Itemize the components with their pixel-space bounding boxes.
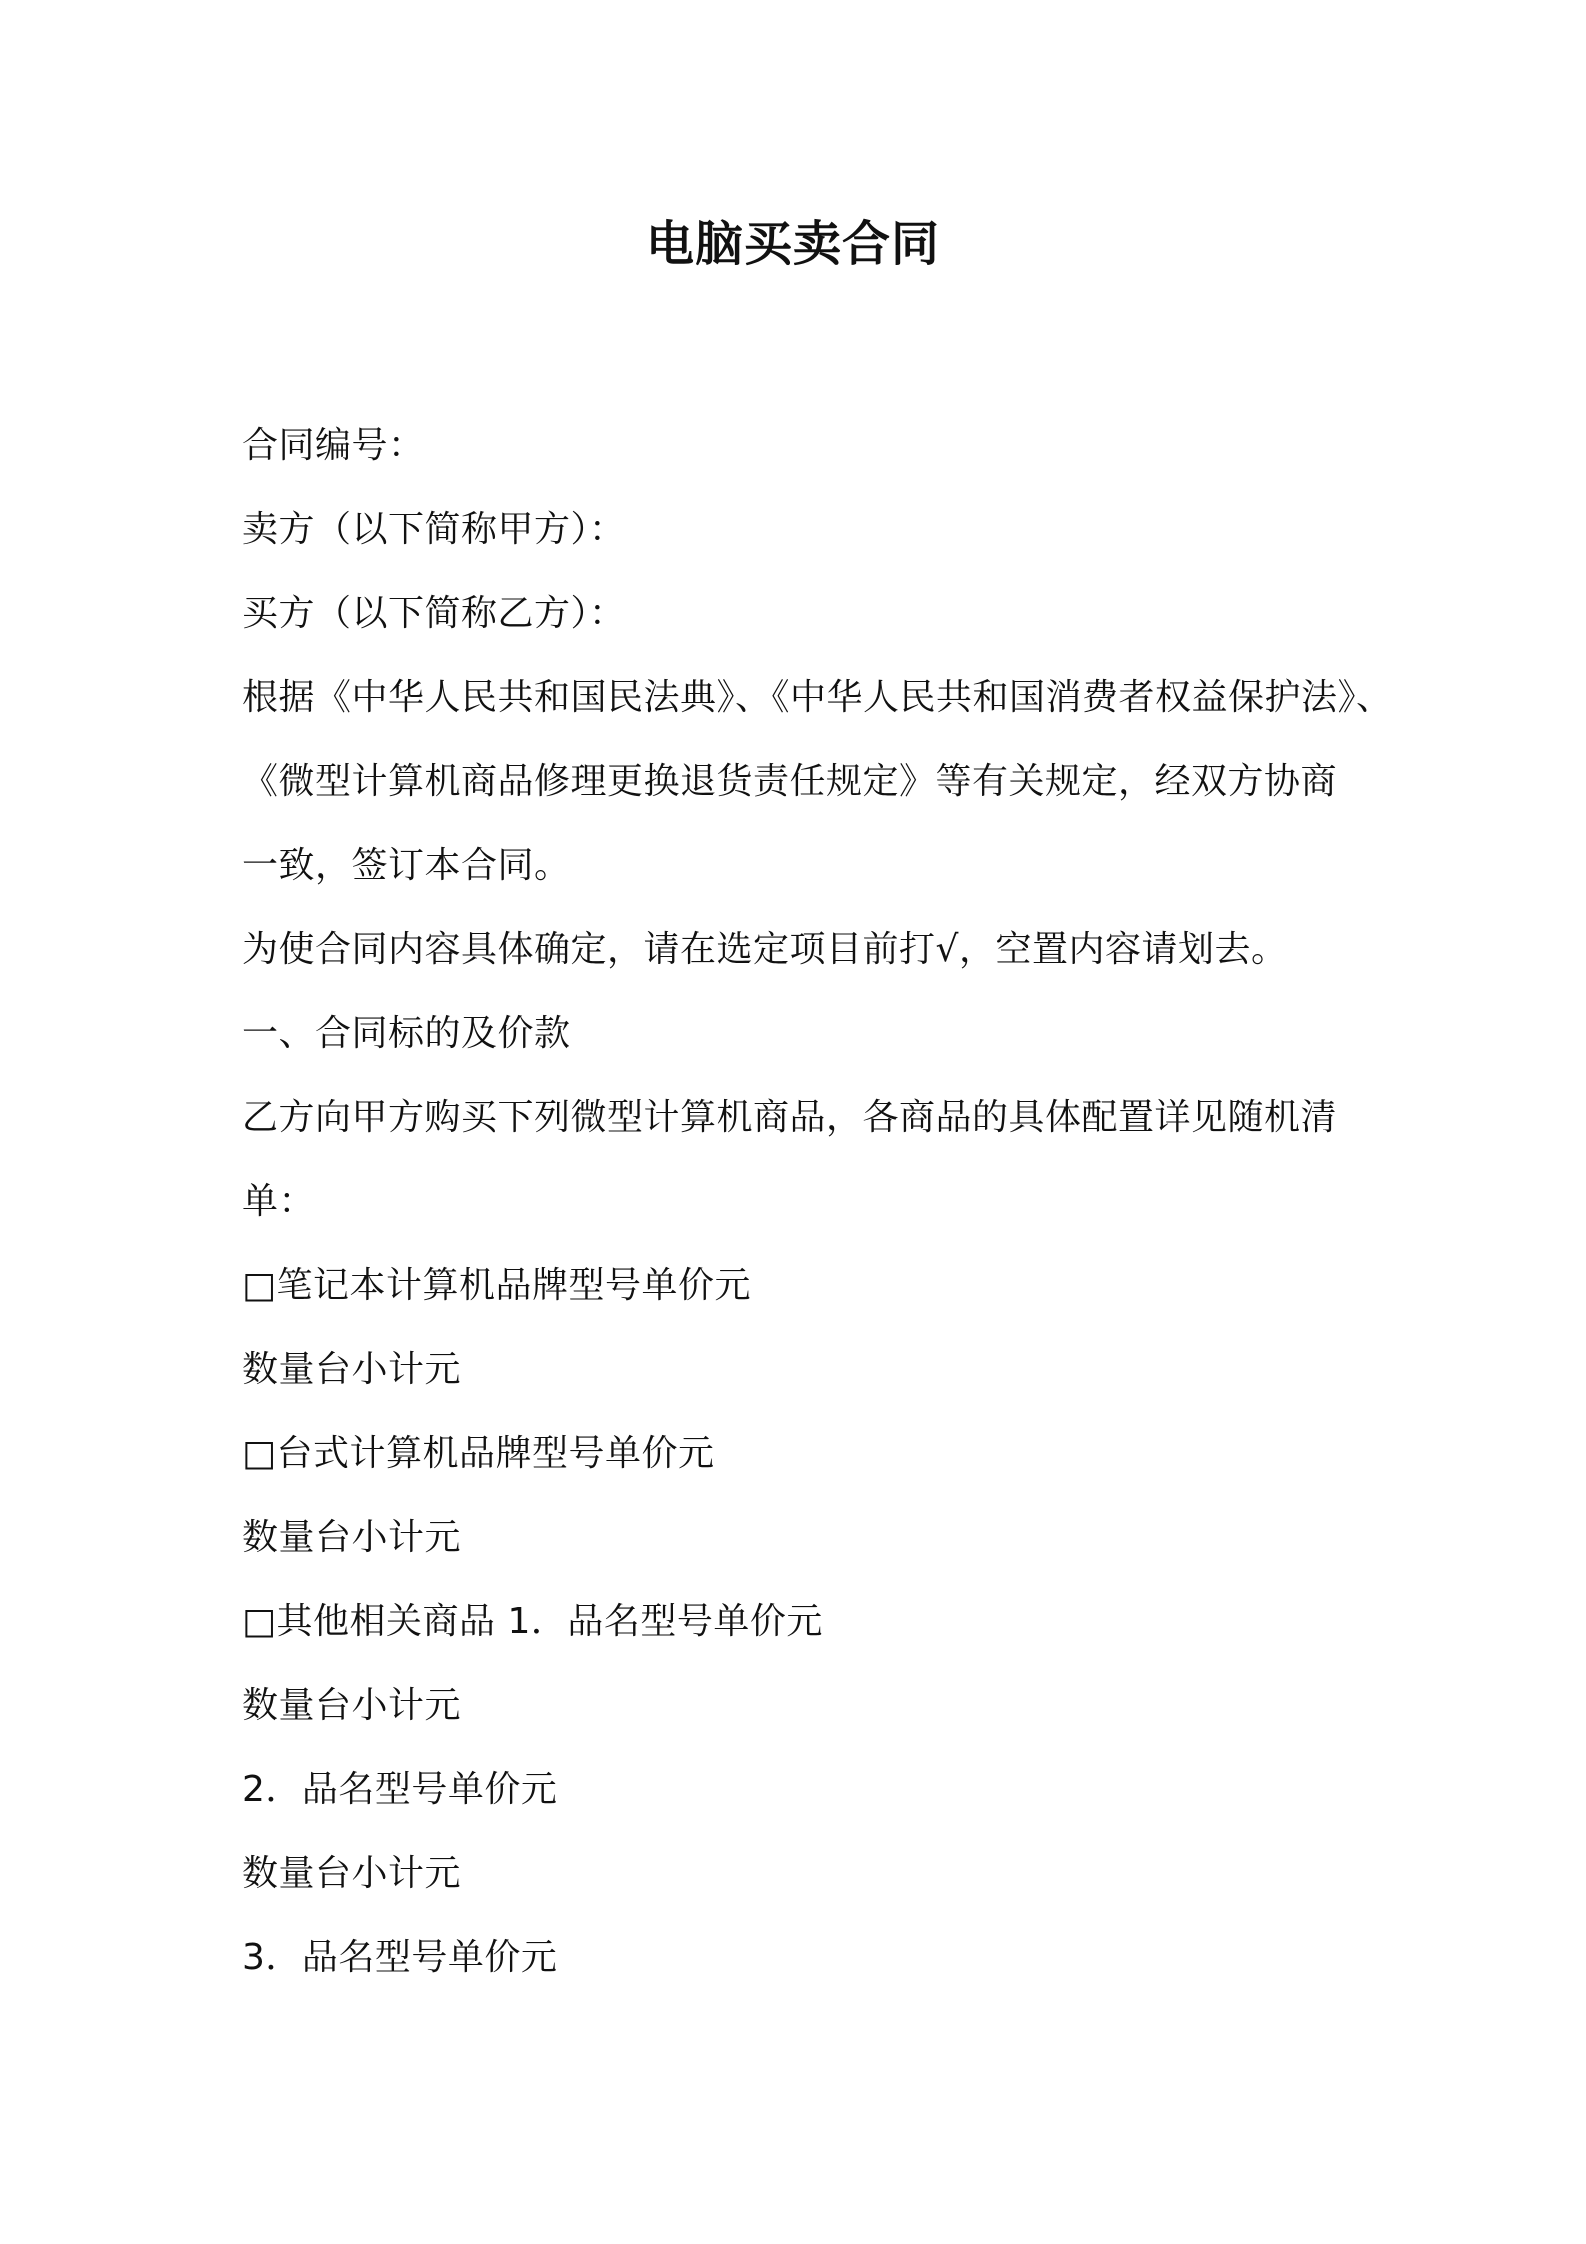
- legal-basis-line-1: 根据《中华人民共和国民法典》、《中华人民共和国消费者权益保护法》、: [242, 677, 1393, 718]
- other-item-1-line: □其他相关商品 1．品名型号单价元: [242, 1601, 823, 1642]
- contract-number-line: 合同编号：: [242, 425, 425, 466]
- buyer-line: 买方（以下简称乙方）：: [242, 593, 626, 634]
- other-item-2-quantity-line: 数量台小计元: [242, 1853, 462, 1894]
- section-heading-1: 一、合同标的及价款: [242, 1013, 571, 1054]
- legal-basis-line-3: 一致，签订本合同。: [242, 845, 571, 886]
- desktop-item-line: □台式计算机品牌型号单价元: [242, 1433, 715, 1474]
- purchase-intro-line-2: 单：: [242, 1181, 316, 1222]
- desktop-quantity-line: 数量台小计元: [242, 1517, 462, 1558]
- seller-line: 卖方（以下简称甲方）：: [242, 509, 626, 550]
- document-body: [242, 404, 1393, 2000]
- other-item-3-line: 3．品名型号单价元: [242, 1937, 558, 1978]
- document-title: 电脑买卖合同: [645, 216, 940, 272]
- laptop-quantity-line: 数量台小计元: [242, 1349, 462, 1390]
- other-item-2-line: 2．品名型号单价元: [242, 1769, 558, 1810]
- purchase-intro-line-1: 乙方向甲方购买下列微型计算机商品，各商品的具体配置详见随机清: [242, 1097, 1338, 1138]
- other-item-1-quantity-line: 数量台小计元: [242, 1685, 462, 1726]
- instruction-line: 为使合同内容具体确定，请在选定项目前打√，空置内容请划去。: [242, 929, 1288, 970]
- legal-basis-line-2: 《微型计算机商品修理更换退货责任规定》等有关规定，经双方协商: [242, 761, 1338, 802]
- laptop-item-line: □笔记本计算机品牌型号单价元: [242, 1265, 752, 1306]
